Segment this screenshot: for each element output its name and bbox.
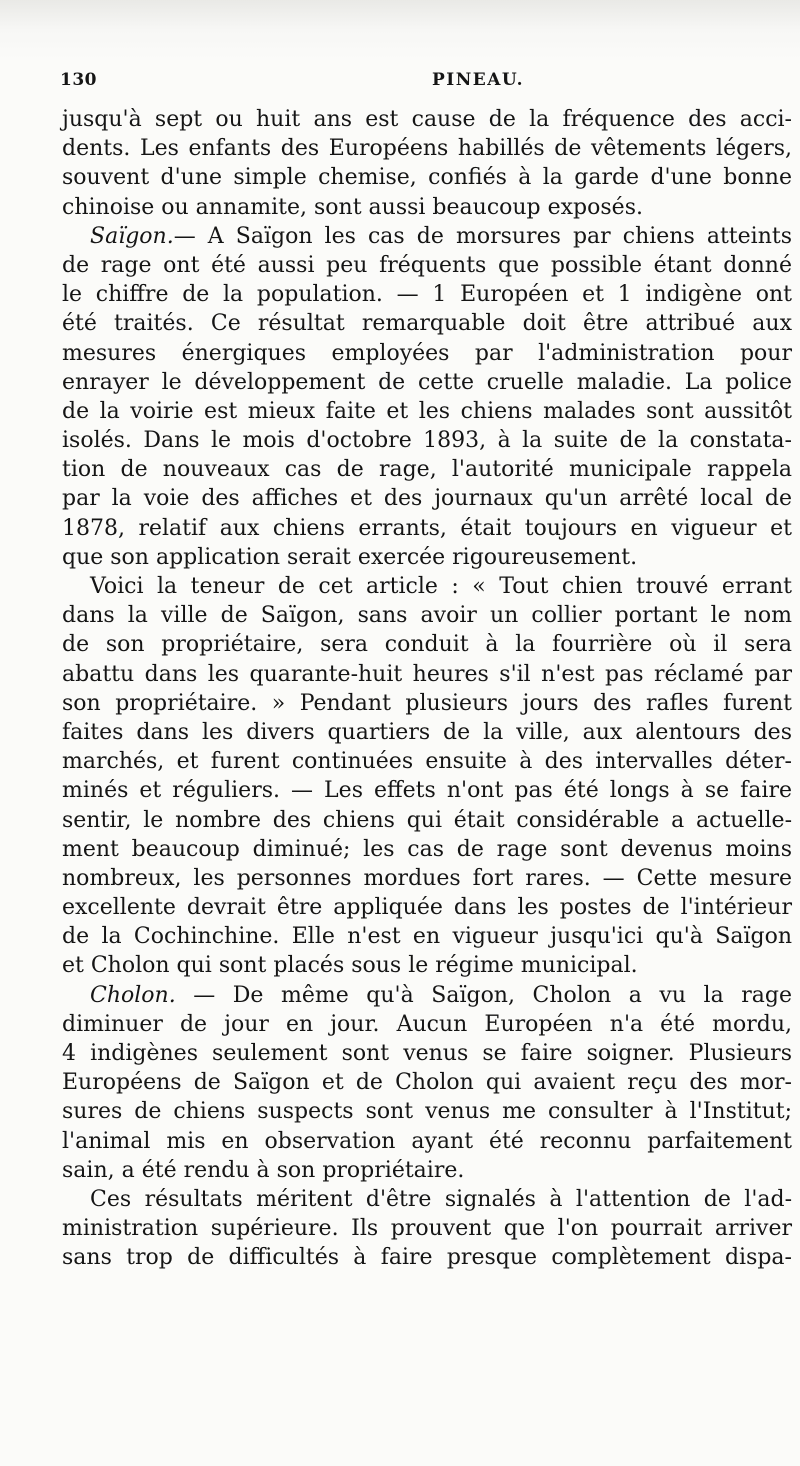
text-line: 4 indigènes seulement sont venus se faire soigner. Plusieurs [62,1041,792,1066]
text-line: ministration supérieure. Ils prouvent que l'on pourrait arriver [62,1216,792,1242]
paragraph-5 [62,1185,792,1273]
text-line: sures de chiens suspects sont venus me consulter à l'Institut; [62,1099,792,1125]
text-line: et Cholon qui sont placés sous le régime municipal. [62,953,638,979]
text-line: de rage ont été aussi peu fréquents que possible étant donné [62,252,792,278]
page-number: 130 [60,70,97,90]
text-line-content: — A Saïgon les cas de morsures par chiens atteints [173,223,792,249]
text-line: jusqu'à sept ou huit ans est cause de la fréquence des acci- [62,107,792,132]
text-line: de la voirie est mieux faite et les chiens malades sont aussitôt [62,398,792,424]
text-line: mesures énergiques employées par l'administration pour [62,340,792,366]
paragraph-3 [62,572,792,981]
paragraph-saigon [62,222,792,572]
text-line: abattu dans les quarante-huit heures s'il n'est pas réclamé par [62,661,792,687]
page-header [60,70,790,100]
text-line [62,222,792,251]
text-line: diminuer de jour en jour. Aucun Européen n'a été mordu, [62,1011,792,1037]
text-line: sentir, le nombre des chiens qui était considérable a actuelle- [62,807,792,833]
text-line: Voici la teneur de cet article : « Tout chien trouvé errant [90,574,792,599]
text-line: Européens de Saïgon et de Cholon qui avaient reçu des mor- [62,1070,792,1096]
text-line-content: — De même qu'à Saïgon, Cholon a vu la rage [193,982,792,1008]
text-line: faites dans les divers quartiers de la ville, aux alentours des [62,719,792,745]
text-line: marchés, et furent continuées ensuite à des intervalles déter- [62,749,792,775]
text-line: minés et réguliers. — Les effets n'ont pas été longs à se faire [62,778,792,804]
paragraph-1 [62,105,792,222]
text-line: ment beaucoup diminué; les cas de rage sont devenus moins [62,836,792,862]
text-line: excellente devrait être appliquée dans les postes de l'intérieur [62,895,792,921]
section-heading-cholon: Cholon. [90,982,176,1008]
text-line: son propriétaire. » Pendant plusieurs jours des rafles furent [62,690,792,716]
text-line: le chiffre de la population. — 1 Européen et 1 indigène ont [62,282,792,308]
paragraph-cholon [62,981,792,1185]
text-line: Ces résultats méritent d'être signalés à l'attention de l'ad- [90,1186,792,1212]
section-heading-saigon: Saïgon. [90,223,174,249]
text-line: souvent d'une simple chemise, confiés à la garde d'une bonne [62,165,792,191]
running-title: PINEAU. [432,70,525,90]
text-line: sain, a été rendu à son propriétaire. [62,1157,465,1183]
text-line: isolés. Dans le mois d'octobre 1893, à la suite de la constata- [62,428,792,454]
text-line: sans trop de difficultés à faire presque complètement dispa- [62,1245,792,1271]
text-line: dents. Les enfants des Européens habillés de vêtements légers, [62,136,792,162]
text-line: 1878, relatif aux chiens errants, était toujours en vigueur et [62,515,792,541]
text-line: enrayer le développement de cette cruelle maladie. La police [62,369,792,395]
text-line: par la voie des affiches et des journaux qu'un arrêté local de [62,486,792,512]
text-line: de son propriétaire, sera conduit à la fourrière où il sera [62,632,792,658]
body-text [62,105,792,1273]
text-line: été traités. Ce résultat remarquable doit être attribué aux [62,311,792,337]
text-line: de la Cochinchine. Elle n'est en vigueur jusqu'ici qu'à Saïgon [62,924,792,950]
text-line: tion de nouveaux cas de rage, l'autorité municipale rappela [62,457,792,483]
text-line [62,981,792,1010]
text-line: que son application serait exercée rigoureusement. [62,544,638,570]
text-line: dans la ville de Saïgon, sans avoir un collier portant le nom [62,603,792,629]
text-line: l'animal mis en observation ayant été reconnu parfaitement [62,1128,792,1154]
text-line: chinoise ou annamite, sont aussi beaucoup exposés. [62,194,643,220]
text-line: nombreux, les personnes mordues fort rares. — Cette mesure [62,865,792,891]
